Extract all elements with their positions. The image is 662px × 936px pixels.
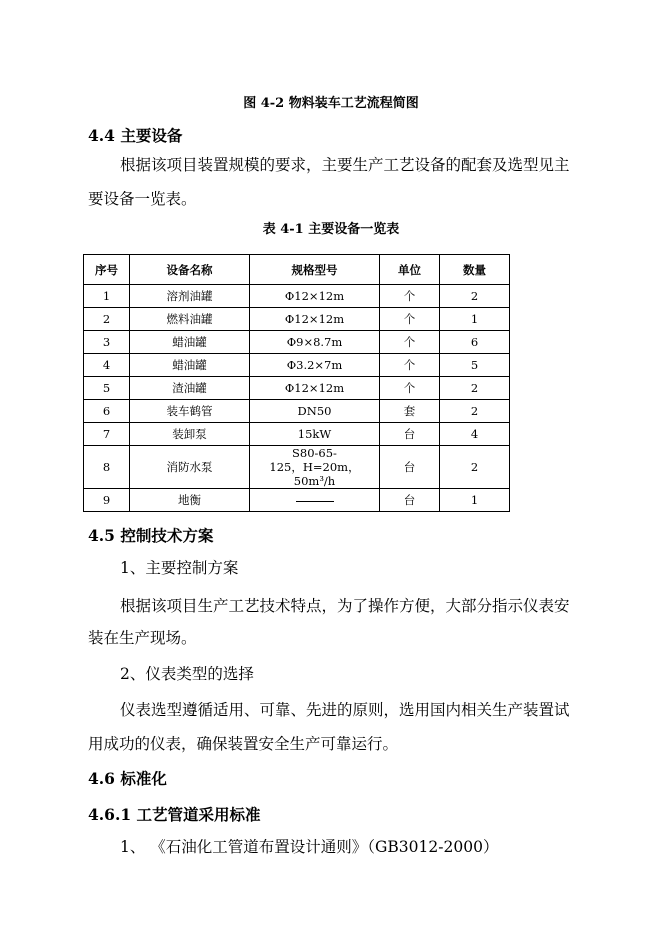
- cell-spec-line-1: S80-65-: [292, 446, 337, 460]
- item-2-title: 2、仪表类型的选择: [120, 665, 254, 683]
- standard-item-1: 1、 《石油化工管道布置设计通则》（GB3012-2000）: [120, 838, 499, 856]
- cell-name: 蜡油罐: [130, 331, 250, 354]
- item-2-line-1: 仪表选型遵循适用、可靠、先进的原则，选用国内相关生产装置试: [120, 701, 570, 719]
- cell-name: 装卸泵: [130, 423, 250, 446]
- table-row: [84, 446, 510, 489]
- section-4-4-paragraph-line-2: 要设备一览表。: [88, 190, 197, 208]
- table-row: [84, 489, 510, 512]
- cell-qty: 2: [440, 400, 510, 423]
- table-row: [84, 377, 510, 400]
- section-4-5-heading: 4.5 控制技术方案: [88, 526, 214, 545]
- cell-spec: [250, 489, 380, 512]
- cell-name: 渣油罐: [130, 377, 250, 400]
- cell-no: 2: [84, 308, 130, 331]
- cell-name: 地衡: [130, 489, 250, 512]
- cell-qty: 5: [440, 354, 510, 377]
- cell-unit: 个: [380, 331, 440, 354]
- cell-spec: Φ12×12m: [250, 377, 380, 400]
- cell-name: 装车鹤管: [130, 400, 250, 423]
- header-spec: 规格型号: [250, 255, 380, 285]
- item-1-line-2: 装在生产现场。: [88, 629, 197, 647]
- cell-spec: DN50: [250, 400, 380, 423]
- table-row: [84, 400, 510, 423]
- cell-name: 溶剂油罐: [130, 285, 250, 308]
- header-unit: 单位: [380, 255, 440, 285]
- item-1-line-1: 根据该项目生产工艺技术特点，为了操作方便，大部分指示仪表安: [120, 597, 570, 615]
- cell-name: 燃料油罐: [130, 308, 250, 331]
- cell-no: 1: [84, 285, 130, 308]
- table-row: [84, 308, 510, 331]
- table-header-row: [84, 255, 510, 285]
- table-row: [84, 354, 510, 377]
- section-4-4-paragraph-line-1: 根据该项目装置规模的要求，主要生产工艺设备的配套及选型见主: [120, 156, 570, 174]
- cell-spec: Φ9×8.7m: [250, 331, 380, 354]
- item-2-line-2: 用成功的仪表，确保装置安全生产可靠运行。: [88, 735, 399, 753]
- cell-no: 7: [84, 423, 130, 446]
- table-row: [84, 285, 510, 308]
- cell-unit: 套: [380, 400, 440, 423]
- cell-name: 蜡油罐: [130, 354, 250, 377]
- table-caption: 表 4-1 主要设备一览表: [262, 222, 400, 237]
- cell-spec: Φ12×12m: [250, 308, 380, 331]
- empty-dash: [296, 501, 334, 502]
- header-qty: 数量: [440, 255, 510, 285]
- cell-spec-line-2: 125，H=20m，50m³/h: [269, 460, 360, 488]
- cell-unit: 台: [380, 489, 440, 512]
- cell-no: 6: [84, 400, 130, 423]
- cell-no: 5: [84, 377, 130, 400]
- cell-unit: 个: [380, 377, 440, 400]
- cell-no: 4: [84, 354, 130, 377]
- cell-no: 8: [84, 446, 130, 489]
- section-4-6-1-heading: 4.6.1 工艺管道采用标准: [88, 805, 261, 824]
- cell-spec: 15kW: [250, 423, 380, 446]
- cell-spec: Φ12×12m: [250, 285, 380, 308]
- cell-spec: Φ3.2×7m: [250, 354, 380, 377]
- header-no: 序号: [84, 255, 130, 285]
- cell-unit: 个: [380, 354, 440, 377]
- cell-name: 消防水泵: [130, 446, 250, 489]
- section-4-4-heading: 4.4 主要设备: [88, 126, 183, 145]
- cell-qty: 6: [440, 331, 510, 354]
- header-name: 设备名称: [130, 255, 250, 285]
- cell-qty: 1: [440, 489, 510, 512]
- cell-no: 3: [84, 331, 130, 354]
- table-row: [84, 423, 510, 446]
- cell-no: 9: [84, 489, 130, 512]
- cell-spec: [250, 446, 380, 489]
- cell-unit: 个: [380, 285, 440, 308]
- cell-unit: 个: [380, 308, 440, 331]
- cell-qty: 2: [440, 446, 510, 489]
- figure-caption: 图 4-2 物料装车工艺流程简图: [243, 96, 419, 111]
- cell-qty: 1: [440, 308, 510, 331]
- cell-qty: 2: [440, 377, 510, 400]
- cell-qty: 4: [440, 423, 510, 446]
- cell-unit: 台: [380, 423, 440, 446]
- equipment-table: [83, 254, 510, 512]
- table-row: [84, 331, 510, 354]
- cell-qty: 2: [440, 285, 510, 308]
- item-1-title: 1、主要控制方案: [120, 559, 239, 577]
- section-4-6-heading: 4.6 标准化: [88, 769, 167, 788]
- cell-unit: 台: [380, 446, 440, 489]
